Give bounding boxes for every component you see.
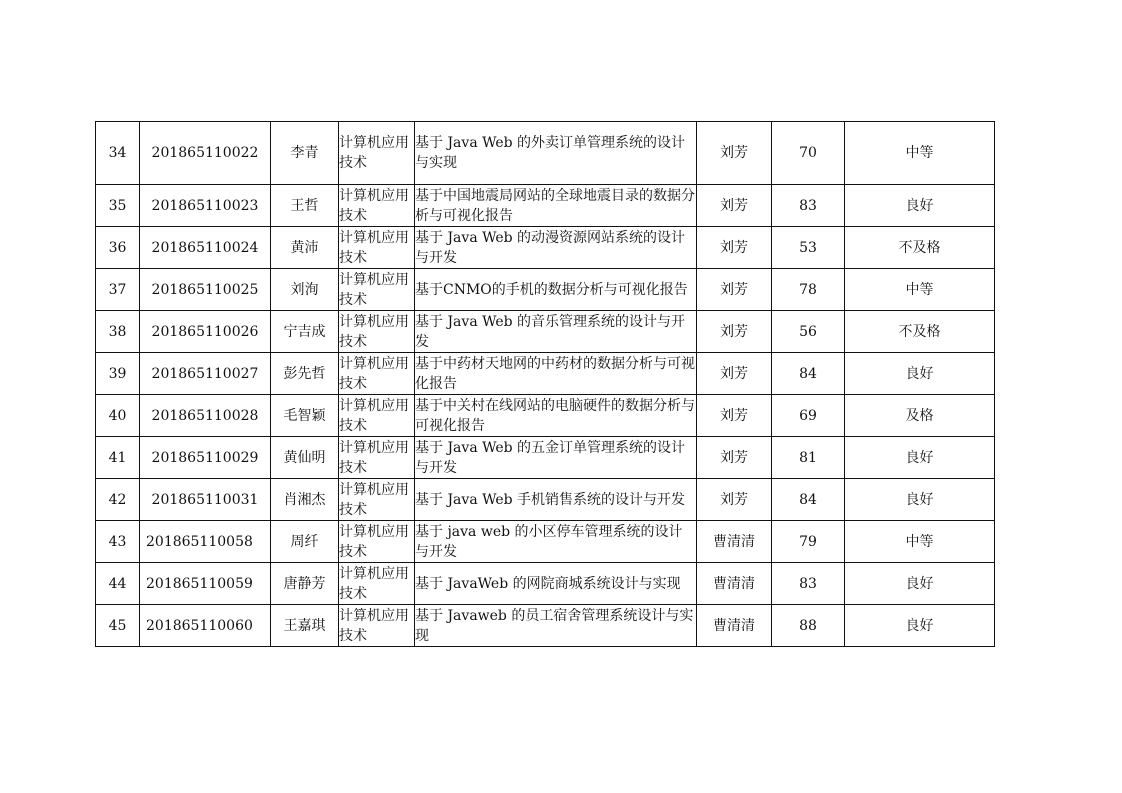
thesis-title-cell (415, 311, 697, 353)
major-cell (339, 479, 415, 521)
score-cell-text: 79 (799, 533, 817, 550)
student-id-cell (140, 395, 271, 437)
major-cell-text: 计算机应用技术 (339, 313, 409, 350)
advisor-cell (697, 479, 772, 521)
major-cell-text: 计算机应用技术 (339, 481, 409, 518)
major-cell-text: 计算机应用技术 (339, 439, 409, 476)
thesis-title-cell-text: 基于 Java Web 的音乐管理系统的设计与开发 (415, 313, 686, 350)
row-number-cell (96, 227, 140, 269)
row-number-cell (96, 437, 140, 479)
table-row (96, 395, 995, 437)
grade-cell-text: 不及格 (898, 323, 941, 340)
student-name-cell-text: 周纤 (290, 533, 319, 550)
score-cell-text: 78 (799, 281, 817, 298)
major-cell-text: 计算机应用技术 (339, 607, 409, 644)
student-id-cell-text: 201865110027 (151, 365, 259, 382)
table-row (96, 521, 995, 563)
thesis-title-cell (415, 563, 697, 605)
table-row (96, 479, 995, 521)
student-id-cell (140, 122, 271, 185)
thesis-title-cell-text: 基于 Javaweb 的员工宿舍管理系统设计与实现 (415, 607, 694, 644)
row-number-cell-text: 35 (108, 197, 127, 214)
grade-cell-text: 中等 (905, 533, 934, 550)
row-number-cell (96, 605, 140, 647)
row-number-cell-text: 44 (108, 575, 127, 592)
thesis-title-cell (415, 227, 697, 269)
score-cell (772, 185, 845, 227)
grade-cell (845, 521, 995, 563)
thesis-title-cell (415, 185, 697, 227)
grade-cell (845, 227, 995, 269)
student-id-cell-text: 201865110031 (151, 491, 259, 508)
row-number-cell-text: 40 (108, 407, 127, 424)
major-cell-text: 计算机应用技术 (339, 565, 409, 602)
major-cell-text: 计算机应用技术 (339, 397, 409, 434)
advisor-cell-text: 刘芳 (720, 365, 748, 382)
major-cell (339, 353, 415, 395)
row-number-cell-text: 37 (108, 281, 127, 298)
advisor-cell (697, 185, 772, 227)
table-row (96, 122, 995, 185)
student-name-cell (271, 437, 339, 479)
student-name-cell-text: 黄沛 (290, 239, 319, 256)
grade-cell-text: 中等 (905, 145, 934, 161)
row-number-cell-text: 43 (108, 533, 127, 550)
thesis-title-cell (415, 269, 697, 311)
thesis-title-cell-text: 基于 Java Web 手机销售系统的设计与开发 (415, 491, 686, 508)
advisor-cell-text: 曹清清 (713, 533, 755, 550)
student-name-cell (271, 122, 339, 185)
grade-cell (845, 437, 995, 479)
row-number-cell (96, 521, 140, 563)
student-id-cell (140, 227, 271, 269)
student-id-cell-text: 201865110028 (151, 407, 259, 424)
major-cell (339, 311, 415, 353)
student-id-cell (140, 563, 271, 605)
score-cell-text: 53 (799, 239, 817, 256)
student-id-cell-text: 201865110025 (151, 281, 259, 298)
student-id-cell-text: 201865110024 (151, 239, 259, 256)
score-cell (772, 605, 845, 647)
table-row (96, 353, 995, 395)
row-number-cell-text: 36 (108, 239, 127, 256)
grade-cell (845, 563, 995, 605)
grade-cell (845, 353, 995, 395)
grade-cell (845, 122, 995, 185)
major-cell-text: 计算机应用技术 (339, 355, 409, 392)
table-row (96, 227, 995, 269)
advisor-cell-text: 曹清清 (713, 617, 755, 634)
score-cell (772, 227, 845, 269)
major-cell (339, 269, 415, 311)
major-cell-text: 计算机应用技术 (339, 187, 409, 224)
score-cell-text: 81 (799, 449, 817, 466)
advisor-cell (697, 269, 772, 311)
major-cell-text: 计算机应用技术 (339, 135, 409, 171)
score-cell (772, 311, 845, 353)
grades-table-body (96, 122, 995, 647)
major-cell-text: 计算机应用技术 (339, 271, 409, 308)
student-name-cell-text: 李青 (290, 145, 319, 161)
score-cell-text: 83 (799, 197, 817, 214)
student-name-cell (271, 227, 339, 269)
student-id-cell-text: 201865110022 (151, 145, 259, 161)
grade-cell-text: 良好 (905, 491, 934, 508)
thesis-title-cell-text: 基于中国地震局网站的全球地震目录的数据分析与可视化报告 (415, 187, 695, 224)
grade-cell-text: 良好 (905, 617, 934, 634)
thesis-title-cell (415, 521, 697, 563)
score-cell-text: 83 (799, 575, 817, 592)
thesis-title-cell (415, 437, 697, 479)
grade-cell (845, 185, 995, 227)
row-number-cell-text: 42 (108, 491, 127, 508)
score-cell-text: 70 (799, 145, 817, 161)
score-cell-text: 88 (799, 617, 817, 634)
advisor-cell-text: 刘芳 (720, 197, 748, 214)
score-cell (772, 395, 845, 437)
major-cell-text: 计算机应用技术 (339, 229, 409, 266)
advisor-cell-text: 刘芳 (720, 449, 748, 466)
major-cell (339, 395, 415, 437)
student-id-cell (140, 479, 271, 521)
advisor-cell-text: 刘芳 (720, 407, 748, 424)
score-cell-text: 84 (799, 365, 817, 382)
grade-cell-text: 良好 (905, 575, 934, 592)
student-id-cell (140, 605, 271, 647)
student-name-cell (271, 479, 339, 521)
advisor-cell (697, 227, 772, 269)
grade-cell (845, 479, 995, 521)
advisor-cell-text: 刘芳 (720, 491, 748, 508)
student-name-cell-text: 王嘉琪 (283, 617, 326, 634)
student-id-cell (140, 185, 271, 227)
major-cell (339, 437, 415, 479)
student-id-cell-text: 201865110023 (151, 197, 259, 214)
table-row (96, 185, 995, 227)
grade-cell-text: 良好 (905, 197, 934, 214)
grade-cell-text: 不及格 (898, 239, 941, 256)
advisor-cell (697, 353, 772, 395)
student-name-cell (271, 521, 339, 563)
thesis-title-cell (415, 122, 697, 185)
grade-cell (845, 311, 995, 353)
row-number-cell (96, 563, 140, 605)
row-number-cell-text: 45 (108, 617, 127, 634)
score-cell (772, 521, 845, 563)
student-id-cell (140, 437, 271, 479)
major-cell (339, 122, 415, 185)
student-id-cell (140, 311, 271, 353)
student-name-cell (271, 395, 339, 437)
major-cell (339, 185, 415, 227)
student-id-cell-text: 201865110029 (151, 449, 259, 466)
advisor-cell (697, 395, 772, 437)
major-cell (339, 521, 415, 563)
thesis-title-cell-text: 基于 Java Web 的动漫资源网站系统的设计与开发 (415, 229, 686, 266)
student-name-cell (271, 353, 339, 395)
student-id-cell (140, 269, 271, 311)
row-number-cell (96, 269, 140, 311)
student-name-cell (271, 563, 339, 605)
student-name-cell (271, 605, 339, 647)
major-cell-text: 计算机应用技术 (339, 523, 409, 560)
grade-cell-text: 良好 (905, 449, 934, 466)
student-name-cell-text: 肖湘杰 (283, 491, 326, 508)
major-cell (339, 605, 415, 647)
advisor-cell-text: 刘芳 (720, 145, 748, 161)
score-cell (772, 437, 845, 479)
row-number-cell (96, 185, 140, 227)
student-id-cell-text: 201865110059 (146, 575, 253, 592)
thesis-title-cell-text: 基于 Java Web 的五金订单管理系统的设计与开发 (415, 439, 686, 476)
thesis-title-cell-text: 基于中药材天地网的中药材的数据分析与可视化报告 (415, 355, 695, 392)
table-row (96, 311, 995, 353)
thesis-title-cell (415, 395, 697, 437)
row-number-cell (96, 395, 140, 437)
advisor-cell-text: 刘芳 (720, 323, 748, 340)
thesis-title-cell (415, 605, 697, 647)
student-name-cell-text: 宁吉成 (283, 323, 326, 340)
thesis-title-cell-text: 基于CNMO的手机的数据分析与可视化报告 (415, 281, 688, 298)
advisor-cell-text: 曹清清 (713, 575, 755, 592)
thesis-title-cell-text: 基于 Java Web 的外卖订单管理系统的设计与实现 (415, 135, 686, 171)
grade-cell-text: 中等 (905, 281, 934, 298)
major-cell (339, 227, 415, 269)
advisor-cell (697, 311, 772, 353)
score-cell (772, 479, 845, 521)
table-row (96, 605, 995, 647)
student-name-cell-text: 刘洵 (290, 281, 319, 298)
grade-cell-text: 良好 (905, 365, 934, 382)
student-name-cell-text: 毛智颖 (283, 407, 326, 424)
row-number-cell (96, 353, 140, 395)
advisor-cell (697, 563, 772, 605)
score-cell (772, 122, 845, 185)
student-id-cell-text: 201865110060 (146, 617, 253, 634)
student-name-cell (271, 311, 339, 353)
thesis-title-cell (415, 353, 697, 395)
advisor-cell (697, 122, 772, 185)
row-number-cell-text: 34 (108, 145, 127, 161)
advisor-cell (697, 605, 772, 647)
advisor-cell-text: 刘芳 (720, 239, 748, 256)
score-cell-text: 84 (799, 491, 817, 508)
table-row (96, 563, 995, 605)
score-cell (772, 269, 845, 311)
score-cell (772, 353, 845, 395)
grade-cell (845, 269, 995, 311)
grade-cell-text: 及格 (905, 407, 934, 424)
row-number-cell (96, 479, 140, 521)
grades-table (95, 121, 995, 647)
thesis-title-cell-text: 基于中关村在线网站的电脑硬件的数据分析与可视化报告 (415, 397, 695, 434)
thesis-title-cell-text: 基于 JavaWeb 的网院商城系统设计与实现 (415, 575, 681, 592)
student-name-cell-text: 黄仙明 (283, 449, 326, 466)
row-number-cell-text: 38 (108, 323, 127, 340)
thesis-title-cell (415, 479, 697, 521)
row-number-cell (96, 311, 140, 353)
advisor-cell (697, 521, 772, 563)
thesis-title-cell-text: 基于 java web 的小区停车管理系统的设计与开发 (415, 523, 683, 560)
student-name-cell-text: 王哲 (290, 197, 319, 214)
student-id-cell-text: 201865110026 (151, 323, 259, 340)
table-row (96, 437, 995, 479)
score-cell-text: 56 (799, 323, 817, 340)
grade-cell (845, 395, 995, 437)
student-name-cell-text: 彭先哲 (283, 365, 326, 382)
table-row (96, 269, 995, 311)
score-cell-text: 69 (799, 407, 817, 424)
student-id-cell (140, 521, 271, 563)
student-name-cell (271, 269, 339, 311)
advisor-cell-text: 刘芳 (720, 281, 748, 298)
student-name-cell-text: 唐静芳 (283, 575, 326, 592)
row-number-cell-text: 41 (108, 449, 127, 466)
grade-cell (845, 605, 995, 647)
student-name-cell (271, 185, 339, 227)
score-cell (772, 563, 845, 605)
student-id-cell-text: 201865110058 (146, 533, 253, 550)
advisor-cell (697, 437, 772, 479)
row-number-cell (96, 122, 140, 185)
student-id-cell (140, 353, 271, 395)
row-number-cell-text: 39 (108, 365, 127, 382)
major-cell (339, 563, 415, 605)
